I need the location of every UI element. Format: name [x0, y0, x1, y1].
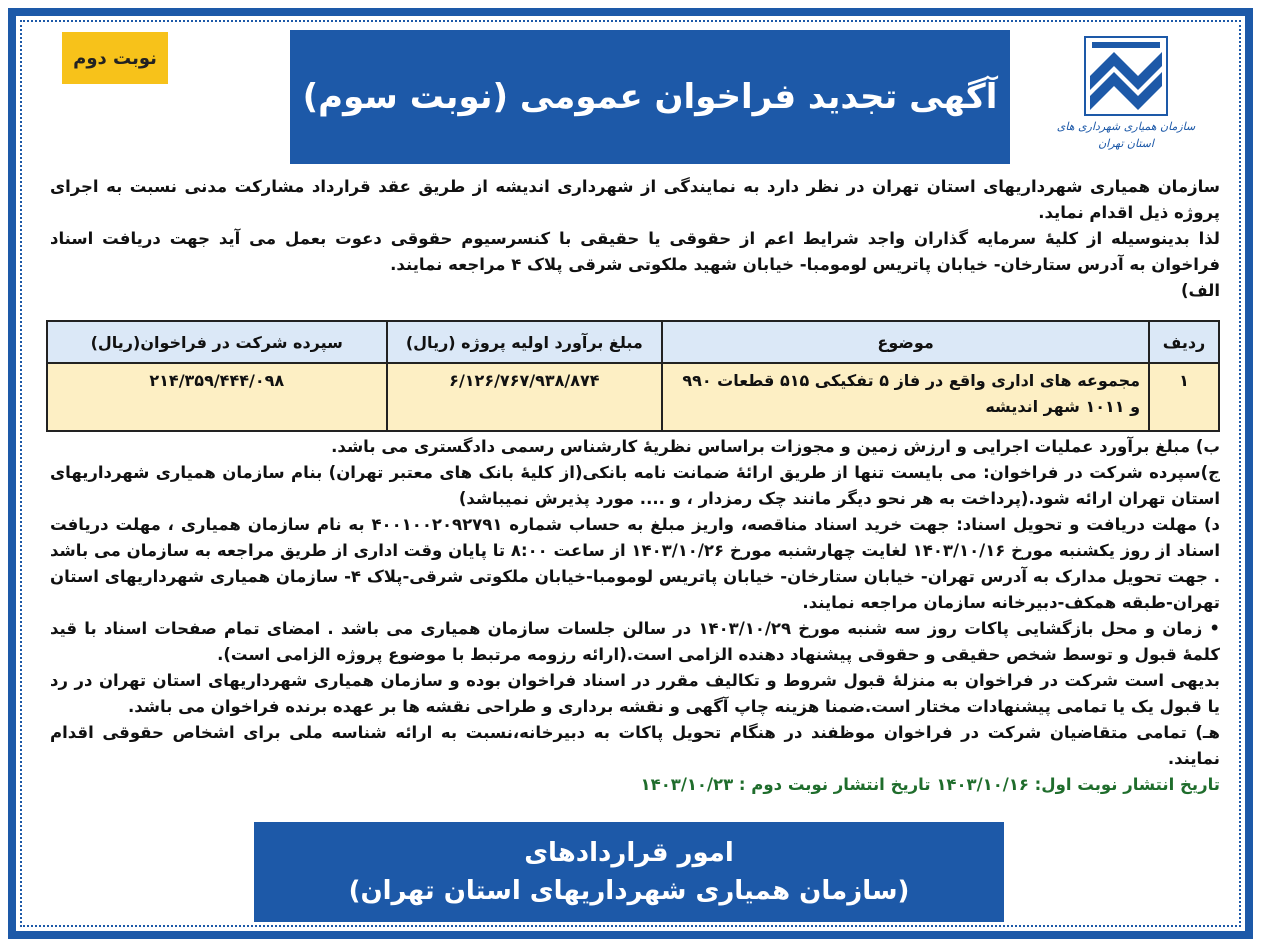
header-deposit: سپرده شرکت در فراخوان(ریال)	[47, 321, 387, 363]
clause-general: بدیهی است شرکت در فراخوان به منزلهٔ قبول شروط و تکالیف مقرر در اسناد فراخوان بوده و سازمان همیاری شهرداریهای استان تهران در رد یا قبول یک یا تمامی پیشنهادات مختار است.ضمنا هزینه چاپ آگهی و نقشه برداری و طراحی نقشه ها بر عهده برنده فراخوان می باشد.	[50, 671, 1220, 716]
logo-caption-2: استان تهران	[1098, 137, 1154, 150]
organization-logo	[1056, 36, 1196, 164]
section-a-label: الف)	[1180, 281, 1220, 300]
logo-icon	[1084, 36, 1168, 116]
clause-b: ب) مبلغ برآورد عملیات اجرایی و ارزش زمین و مجوزات براساس نظریهٔ کارشناس رسمی دادگستری می باشد.	[331, 437, 1220, 456]
clause-opening: • زمان و محل بازگشایی پاکات روز سه شنبه مورخ ۱۴۰۳/۱۰/۲۹ در سالن جلسات سازمان همیاری می باشد . امضای تمام صفحات اسناد با قید کلمهٔ قبول و توسط شخص حقیقی و حقوقی پیشنهاد دهنده الزامی است.(ارائه رزومه مرتبط با موضوع پروژه الزامی است).	[50, 619, 1220, 664]
footer-line-2: (سازمان همیاری شهرداریهای استان تهران)	[348, 876, 910, 906]
footer-banner	[254, 822, 1004, 922]
cell-deposit: ۲۱۴/۳۵۹/۴۴۴/۰۹۸	[47, 363, 387, 431]
clause-c: ج)سپرده شرکت در فراخوان: می بایست تنها از طریق ارائهٔ ضمانت نامه بانکی(از کلیهٔ بانک های معتبر تهران) بنام سازمان همیاری شهرداریهای استان تهران ارائه شود.(پرداخت به هر نحو دیگر مانند چک رمزدار ، و .... مورد پذیرش نمیباشد)	[50, 463, 1220, 508]
publication-dates: تاریخ انتشار نوبت اول: ۱۴۰۳/۱۰/۱۶ تاریخ انتشار نوبت دوم : ۱۴۰۳/۱۰/۲۳	[640, 775, 1220, 794]
header-subject: موضوع	[662, 321, 1149, 363]
page-title: آگهی تجدید فراخوان عمومی (نوبت سوم)	[302, 77, 998, 117]
intro-text	[50, 174, 1220, 304]
title-banner	[290, 30, 1010, 164]
publication-badge: نوبت دوم	[62, 32, 168, 84]
header-estimate: مبلغ برآورد اولیه پروژه (ریال)	[387, 321, 663, 363]
header-index: ردیف	[1149, 321, 1219, 363]
conditions-text	[50, 434, 1220, 798]
footer-line-1: امور قراردادهای	[524, 838, 734, 868]
logo-caption-1: سازمان همیاری شهرداری های	[1056, 120, 1196, 133]
cell-subject: مجموعه های اداری واقع در فاز ۵ تفکیکی ۵۱۵ قطعات ۹۹۰ و ۱۰۱۱ شهر اندیشه	[662, 363, 1149, 431]
cell-estimate: ۶/۱۲۶/۷۶۷/۹۳۸/۸۷۴	[387, 363, 663, 431]
cell-index: ۱	[1149, 363, 1219, 431]
table-header-row	[47, 321, 1219, 363]
clause-h: هـ) تمامی متقاضیان شرکت در فراخوان موظفند در هنگام تحویل پاکات به دبیرخانه،نسبت به ارائه شناسه ملی برای اشخاص حقوقی اقدام نمایند.	[50, 723, 1220, 768]
table-row	[47, 363, 1219, 431]
intro-paragraph-1: سازمان همیاری شهرداریهای استان تهران در نظر دارد به نمایندگی از شهرداری اندیشه از طریق عقد قرارداد مشارکت مدنی نسبت به اجرای پروژه ذیل اقدام نماید.	[50, 177, 1220, 222]
clause-d: د) مهلت دریافت و تحویل اسناد: جهت خرید اسناد مناقصه، واریز مبلغ به حساب شماره ۴۰۰۱۰۰۲۰۹۲۷۹۱ به نام سازمان همیاری ، مهلت دریافت اسناد از روز یکشنبه مورخ ۱۴۰۳/۱۰/۱۶ لغایت چهارشنبه مورخ ۱۴۰۳/۱۰/۲۶ از ساعت ۸:۰۰ تا پایان وقت اداری از طریق مراجعه به سازمان می باشد . جهت تحویل مدارک به آدرس تهران- خیابان ستارخان- خیابان پاتریس لومومبا-خیابان ملکوتی شرقی-پلاک ۴- سازمان همیاری شهرداریهای استان تهران-طبقه همکف-دبیرخانه سازمان مراجعه نمایند.	[50, 515, 1220, 612]
tender-table	[46, 320, 1220, 432]
intro-paragraph-2: لذا بدینوسیله از کلیهٔ سرمایه گذاران واجد شرایط اعم از حقوقی یا حقیقی با کنسرسیوم حقوقی دعوت بعمل می آید جهت دریافت اسناد فراخوان به آدرس ستارخان- خیابان پاتریس لومومبا- خیابان شهید ملکوتی شرقی پلاک ۴ مراجعه نمایند.	[50, 229, 1220, 274]
